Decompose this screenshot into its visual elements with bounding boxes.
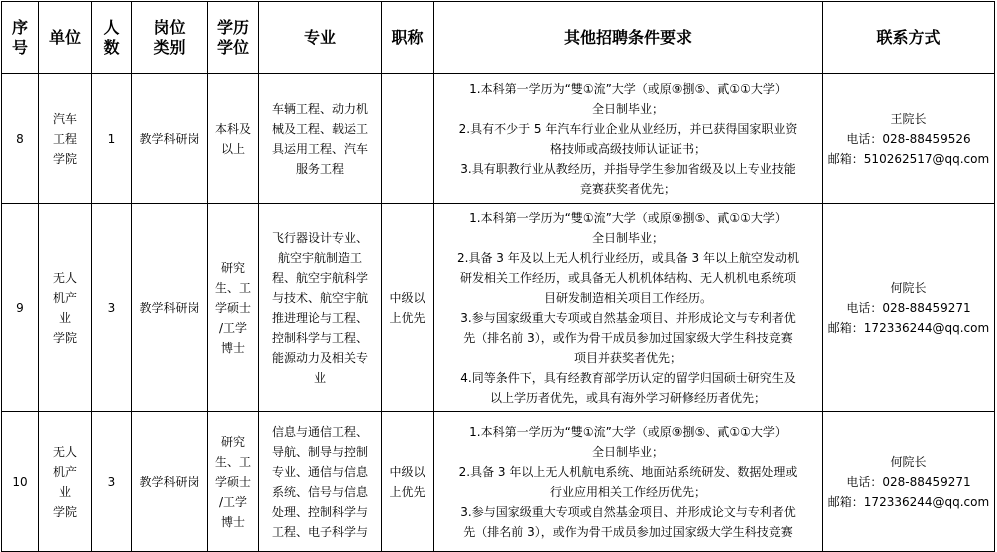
contact-email: 邮箱：172336244@qq.com bbox=[827, 494, 990, 509]
cell-title: 中级以 上优先 bbox=[382, 412, 434, 552]
cell-edu: 研究 生、工 学硕士 /工学 博士 bbox=[208, 204, 259, 412]
cell-title bbox=[382, 74, 434, 204]
contact-email: 邮箱：510262517@qq.com bbox=[827, 151, 990, 166]
table-row bbox=[2, 204, 995, 412]
table-header-row bbox=[2, 2, 995, 74]
cell-major: 车辆工程、动力机 械及工程、载运工 具运用工程、汽车 服务工程 bbox=[259, 74, 382, 204]
header-count: 人 数 bbox=[92, 2, 132, 74]
cell-major: 飞行器设计专业、 航空宇航制造工 程、航空宇航科学 与技术、航空宇航 推进理论与工程、 控制科学与工程、 能源动力及相关专 业 bbox=[259, 204, 382, 412]
cell-contact bbox=[823, 74, 995, 204]
header-seq: 序 号 bbox=[2, 2, 39, 74]
cell-post: 教学科研岗 bbox=[132, 204, 208, 412]
cell-requirements: 1.本科第一学历为“雙①流”大学（或原⑨捌⑤、貳①①大学） 全日制毕业； 2.具备 3 年及以上无人机行业经历，或具备 3 年以上航空发动机 研发相关工作经历，或具备无人机机体结构、无人机机电系统项 目研发制造相关项目工作经历。 3.参与国家级重大专项或自然基金项目、并形成论文与专利者优 先（排名前 3），或作为骨干成员参加过国家级大学生科技竞赛 项目并获奖者优先； 4.同等条件下，具有经教育部学历认定的留学归国硕士研究生及 以上学历者优先，或具有海外学习研修经历者优先； bbox=[434, 204, 823, 412]
cell-requirements: 1.本科第一学历为“雙①流”大学（或原⑨捌⑤、貳①①大学） 全日制毕业； 2.具备 3 年以上无人机航电系统、地面站系统研发、数据处理或 行业应用相关工作经历优先； 3.参与国家级重大专项或自然基金项目、并形成论文与专利者优 先（排名前 3），或作为骨干成员参加过国家级大学生科技竞赛 bbox=[434, 412, 823, 552]
cell-post: 教学科研岗 bbox=[132, 412, 208, 552]
contact-name: 何院长 bbox=[890, 280, 927, 295]
cell-post: 教学科研岗 bbox=[132, 74, 208, 204]
table-row bbox=[2, 74, 995, 204]
cell-count: 3 bbox=[92, 412, 132, 552]
cell-unit: 汽车 工程 学院 bbox=[39, 74, 92, 204]
header-major: 专业 bbox=[259, 2, 382, 74]
cell-major: 信息与通信工程、 导航、制导与控制 专业、通信与信息 系统、信号与信息 处理、控制科学与 工程、电子科学与 bbox=[259, 412, 382, 552]
header-contact: 联系方式 bbox=[823, 2, 995, 74]
cell-unit: 无人 机产 业 学院 bbox=[39, 412, 92, 552]
cell-unit: 无人 机产 业 学院 bbox=[39, 204, 92, 412]
cell-edu: 本科及 以上 bbox=[208, 74, 259, 204]
cell-seq: 8 bbox=[2, 74, 39, 204]
contact-phone: 电话：028-88459526 bbox=[846, 131, 971, 146]
cell-title: 中级以 上优先 bbox=[382, 204, 434, 412]
cell-count: 1 bbox=[92, 74, 132, 204]
cell-seq: 10 bbox=[2, 412, 39, 552]
header-other: 其他招聘条件要求 bbox=[434, 2, 823, 74]
cell-edu: 研究 生、工 学硕士 /工学 博士 bbox=[208, 412, 259, 552]
cell-seq: 9 bbox=[2, 204, 39, 412]
cell-requirements: 1.本科第一学历为“雙①流”大学（或原⑨捌⑤、貳①①大学） 全日制毕业； 2.具有不少于 5 年汽车行业企业从业经历，并已获得国家职业资 格技师或高级技师认证证书； 3.具有职教行业从教经历，并指导学生参加省级及以上专业技能 竞赛获奖者优先； bbox=[434, 74, 823, 204]
recruitment-table bbox=[1, 1, 995, 552]
cell-count: 3 bbox=[92, 204, 132, 412]
header-post: 岗位 类别 bbox=[132, 2, 208, 74]
contact-phone: 电话：028-88459271 bbox=[846, 300, 971, 315]
table-row bbox=[2, 412, 995, 552]
contact-phone: 电话：028-88459271 bbox=[846, 474, 971, 489]
header-unit: 单位 bbox=[39, 2, 92, 74]
contact-name: 何院长 bbox=[890, 454, 927, 469]
cell-contact bbox=[823, 412, 995, 552]
cell-contact bbox=[823, 204, 995, 412]
contact-email: 邮箱：172336244@qq.com bbox=[827, 320, 990, 335]
contact-name: 王院长 bbox=[890, 111, 927, 126]
header-title: 职称 bbox=[382, 2, 434, 74]
header-edu: 学历 学位 bbox=[208, 2, 259, 74]
